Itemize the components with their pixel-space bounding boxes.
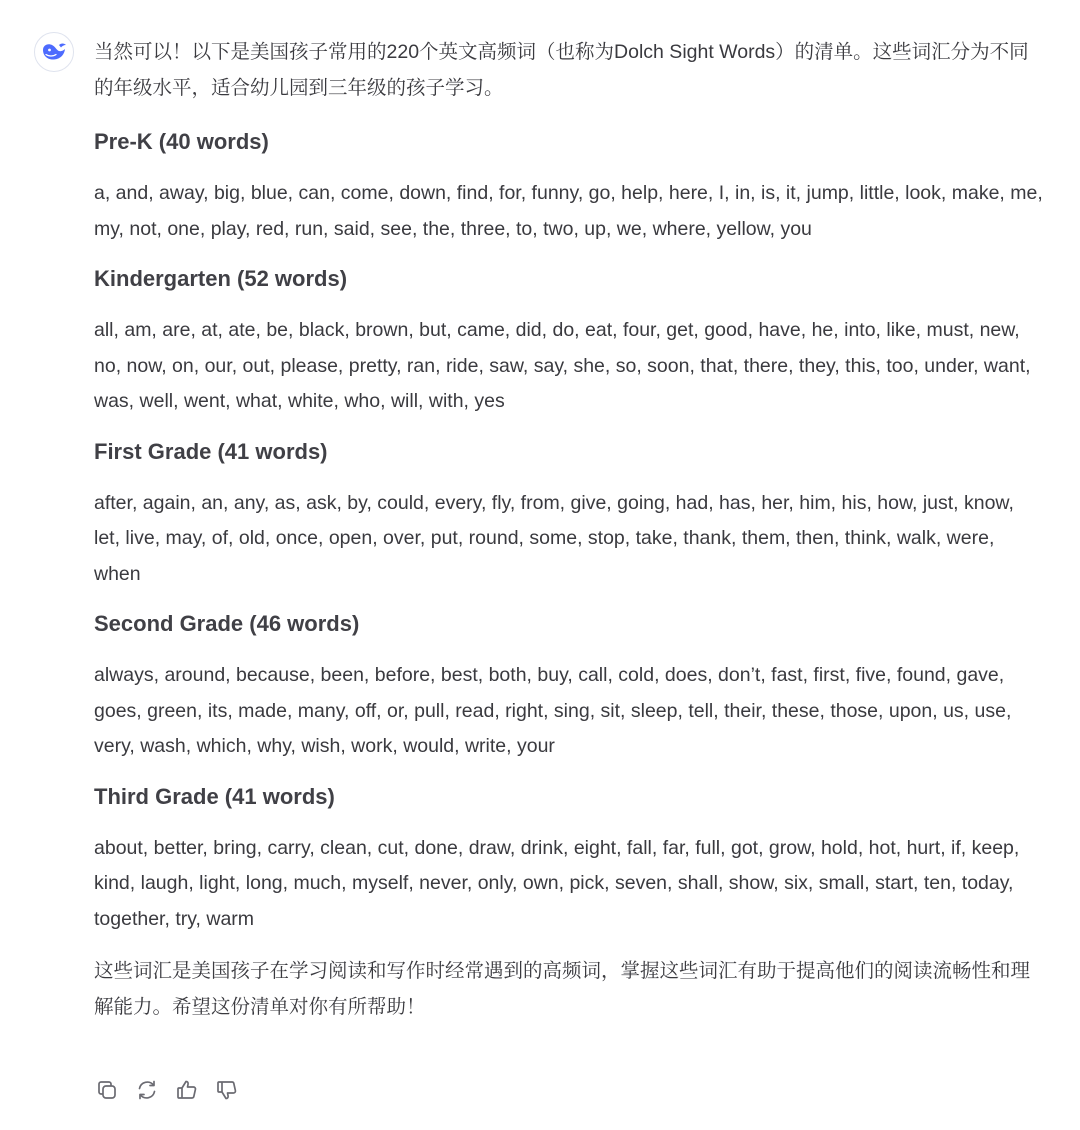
section-heading: Second Grade (46 words) <box>94 611 360 636</box>
section-heading: First Grade (41 words) <box>94 438 328 464</box>
copy-button[interactable] <box>94 1076 120 1104</box>
section-word-list: about, better, bring, carry, clean, cut, done, draw, drink, eight, fall, far, full, got, grow, hold, hot, hurt, if, keep, kind, laugh, light, long, much, myself, never, only, own, pick, seven, shall, show, six, small, start, ten, today, together, try, warm <box>94 836 1020 930</box>
assistant-message <box>94 34 1044 1025</box>
message-intro: 当然可以！以下是美国孩子常用的220个英文高频词（也称为Dolch Sight Words）的清单。这些词汇分为不同的年级水平，适合幼儿园到三年级的孩子学习。 <box>94 41 1029 99</box>
regenerate-button[interactable] <box>134 1076 160 1104</box>
message-actions <box>94 1076 240 1104</box>
section-word-list: always, around, because, been, before, best, both, buy, call, cold, does, don’t, fast, first, five, found, gave, goes, green, its, made, many, off, or, pull, read, right, sing, sit, sleep, tell, their, these, those, upon, us, use, very, wash, which, why, wish, work, would, write, your <box>94 664 1012 757</box>
word-section-kindergarten <box>94 263 1044 420</box>
section-heading: Pre-K (40 words) <box>94 129 269 154</box>
regenerate-icon <box>135 1078 159 1102</box>
copy-icon <box>95 1078 119 1102</box>
section-word-list: a, and, away, big, blue, can, come, down, find, for, funny, go, help, here, I, in, is, it, jump, little, look, make, me, my, not, one, play, red, run, said, see, the, three, to, two, up, we, where, yellow, you <box>94 182 1043 240</box>
section-heading: Third Grade (41 words) <box>94 783 335 809</box>
word-section-second-grade <box>94 608 1044 765</box>
thumbs-up-button[interactable] <box>174 1076 200 1104</box>
whale-logo-icon <box>41 41 67 63</box>
thumbs-down-icon <box>215 1078 239 1102</box>
section-word-list: all, am, are, at, ate, be, black, brown, but, came, did, do, eat, four, get, good, have, he, into, like, must, new, no, now, on, our, out, please, pretty, ran, ride, saw, say, she, so, soon, that, there, they, this, too, under, want, was, well, went, what, white, who, will, with, yes <box>94 319 1031 412</box>
word-section-third-grade <box>94 781 1044 938</box>
section-heading: Kindergarten (52 words) <box>94 266 348 291</box>
thumbs-down-button[interactable] <box>214 1076 240 1104</box>
section-word-list: after, again, an, any, as, ask, by, could, every, fly, from, give, going, had, has, her, him, his, how, just, know, let, live, may, of, old, once, open, over, put, round, some, stop, take, thank, them, then, think, walk, were, when <box>94 491 1014 585</box>
word-section-prek <box>94 126 1044 247</box>
thumbs-up-icon <box>175 1078 199 1102</box>
message-outro: 这些词汇是美国孩子在学习阅读和写作时经常遇到的高频词，掌握这些词汇有助于提高他们的阅读流畅性和理解能力。希望这份清单对你有所帮助！ <box>94 960 1031 1018</box>
word-section-first-grade <box>94 436 1044 593</box>
avatar <box>34 32 74 72</box>
